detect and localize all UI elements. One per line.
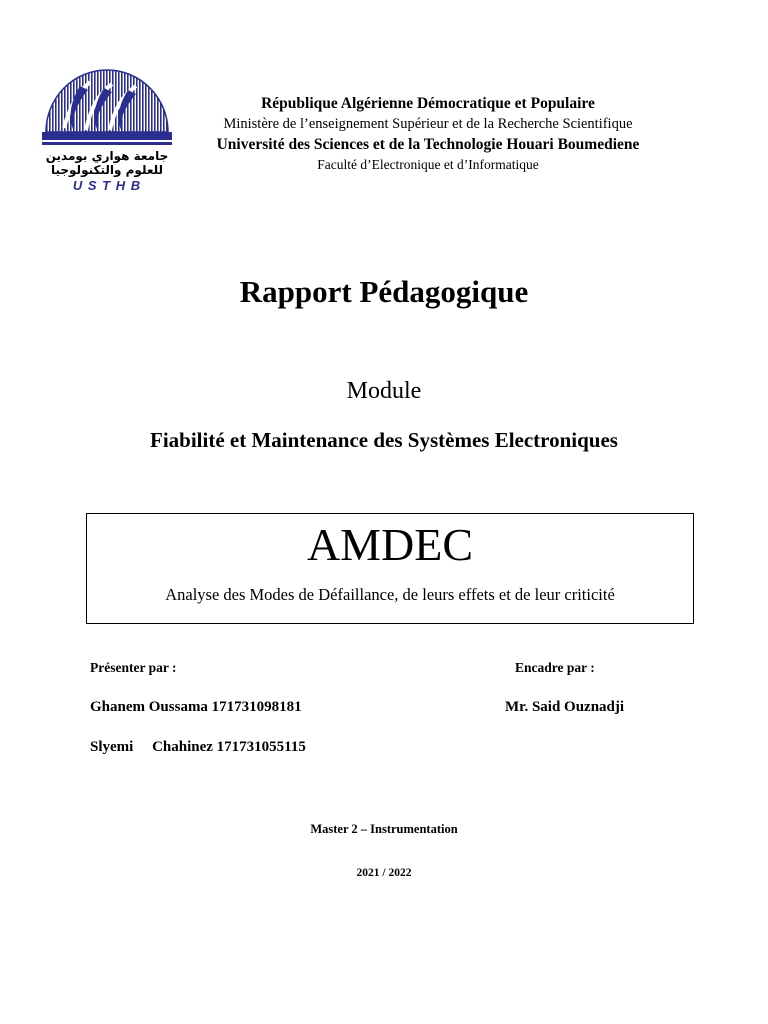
program: Master 2 – Instrumentation (310, 822, 458, 836)
student-2: Slyemi Chahinez 171731055115 (90, 739, 306, 755)
module-label: Module (346, 378, 422, 404)
header-faculty: Faculté d’Electronique et d’Informatique (317, 157, 539, 172)
topic-full-name: Analyse des Modes de Défaillance, de leurs effets et de leur criticité (165, 585, 615, 604)
presented-by-label: Présenter par : (90, 660, 177, 675)
supervisor-name: Mr. Said Ouznadji (505, 699, 625, 715)
logo-acronym: U S T H B (72, 178, 142, 193)
header-university: Université des Sciences et de la Technologie Houari Boumediene (216, 136, 640, 153)
logo-arabic-1: جامعة هواري بومدين (45, 149, 169, 163)
student-1: Ghanem Oussama 171731098181 (90, 699, 302, 715)
logo-arabic-2: للعلوم والتكنولوجيا (50, 163, 164, 177)
header-republic: République Algérienne Démocratique et Populaire (261, 95, 595, 112)
report-title: Rapport Pédagogique (239, 274, 529, 309)
supervised-by-label: Encadre par : (515, 660, 595, 675)
module-name: Fiabilité et Maintenance des Systèmes Electroniques (150, 428, 618, 452)
academic-year: 2021 / 2022 (356, 867, 412, 879)
header-ministry: Ministère de l’enseignement Supérieur et de la Recherche Scientifique (223, 116, 633, 132)
topic-acronym: AMDEC (306, 519, 474, 570)
usthb-logo (40, 66, 174, 206)
